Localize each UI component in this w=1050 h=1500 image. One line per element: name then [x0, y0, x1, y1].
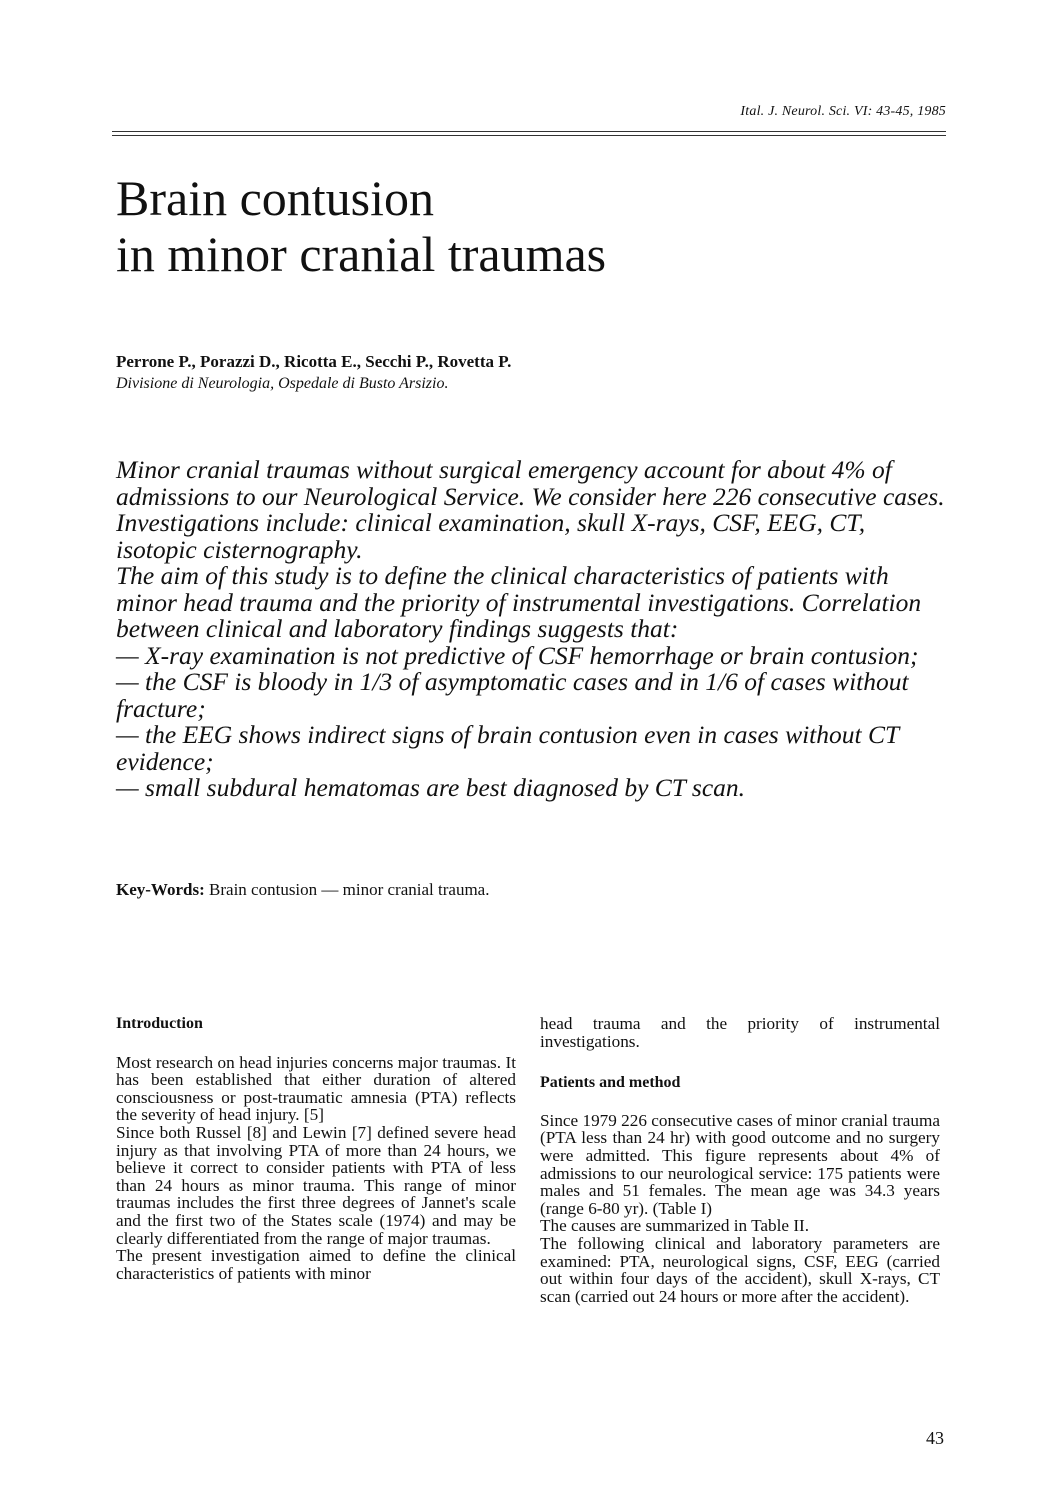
body-paragraph: Since both Russel [8] and Lewin [7] defined severe head injury as that involving PTA of more than 24 hours, we believe it correct to consider patients with PTA of less than 24 hours as minor trauma. This range of minor traumas includes the first three degrees of Jannet's scale and the first two of the States scale (1974) and may be clearly differentiated from the range of major traumas.	[116, 1122, 516, 1248]
patients-method-heading: Patients and method	[540, 1074, 681, 1092]
author-list: Perrone P., Porazzi D., Ricotta E., Secchi P., Rovetta P.	[116, 352, 512, 371]
abstract	[116, 457, 946, 802]
body-paragraph: The causes are summarized in Table II.	[540, 1216, 810, 1236]
abstract-finding: — the CSF is bloody in 1/3 of asymptomatic cases and in 1/6 of cases without fracture;	[116, 667, 909, 723]
abstract-finding: — small subdural hematomas are best diagnosed by CT scan.	[116, 773, 746, 802]
keywords	[116, 880, 489, 900]
body-paragraph: The following clinical and laboratory parameters are examined: PTA, neurological signs, CSF, EEG (carried out within four days of the accident), skull X-rays, CT scan (carried out 24 hours or more after the accident).	[540, 1233, 940, 1306]
article-title	[116, 170, 606, 282]
introduction-heading: Introduction	[116, 1015, 203, 1032]
left-column	[116, 1015, 516, 1282]
keywords-text: Brain contusion — minor cranial trauma.	[209, 880, 490, 899]
abstract-paragraph: Minor cranial traumas without surgical emergency account for about 4% of admissions to our Neurological Service. We consider here 226 consecutive cases. Investigations include: clinical examination, skull X-rays, CSF, EEG, CT, isotopic cisternography.	[116, 455, 945, 564]
body-paragraph-continued: head trauma and the priority of instrumental investigations.	[540, 1014, 940, 1051]
journal-reference: Ital. J. Neurol. Sci. VI: 43-45, 1985	[740, 104, 946, 119]
body-paragraph: Most research on head injuries concerns major traumas. It has been established that either duration of altered consciousness or post-traumatic amnesia (PTA) reflects the severity of head injury. [5]	[116, 1052, 516, 1125]
abstract-finding: — the EEG shows indirect signs of brain contusion even in cases without CT evidence;	[116, 720, 899, 776]
abstract-paragraph: The aim of this study is to define the clinical characteristics of patients with minor head trauma and the priority of instrumental investigations. Correlation between clinical and laboratory findings suggests that:	[116, 561, 922, 643]
body-paragraph: The present investigation aimed to define the clinical characteristics of patients with minor	[116, 1246, 516, 1283]
body-paragraph: Since 1979 226 consecutive cases of minor cranial trauma (PTA less than 24 hr) with good outcome and no surgery were admitted. This figure represents about 4% of admissions to our neurological service: 175 patients were males and 51 females. The mean age was 34.3 years (range 6-80 yr). (Table I)	[540, 1110, 940, 1218]
title-line-1: Brain contusion	[116, 170, 435, 226]
right-column	[540, 1015, 940, 1305]
title-line-2: in minor cranial traumas	[116, 226, 607, 282]
header-rule-bottom	[112, 135, 946, 136]
abstract-finding: — X-ray examination is not predictive of CSF hemorrhage or brain contusion;	[116, 640, 919, 670]
keywords-label: Key-Words:	[116, 880, 205, 899]
page-number: 43	[926, 1428, 944, 1448]
header-rule-top	[112, 131, 946, 132]
affiliation: Divisione di Neurologia, Ospedale di Busto Arsizio.	[116, 375, 449, 392]
